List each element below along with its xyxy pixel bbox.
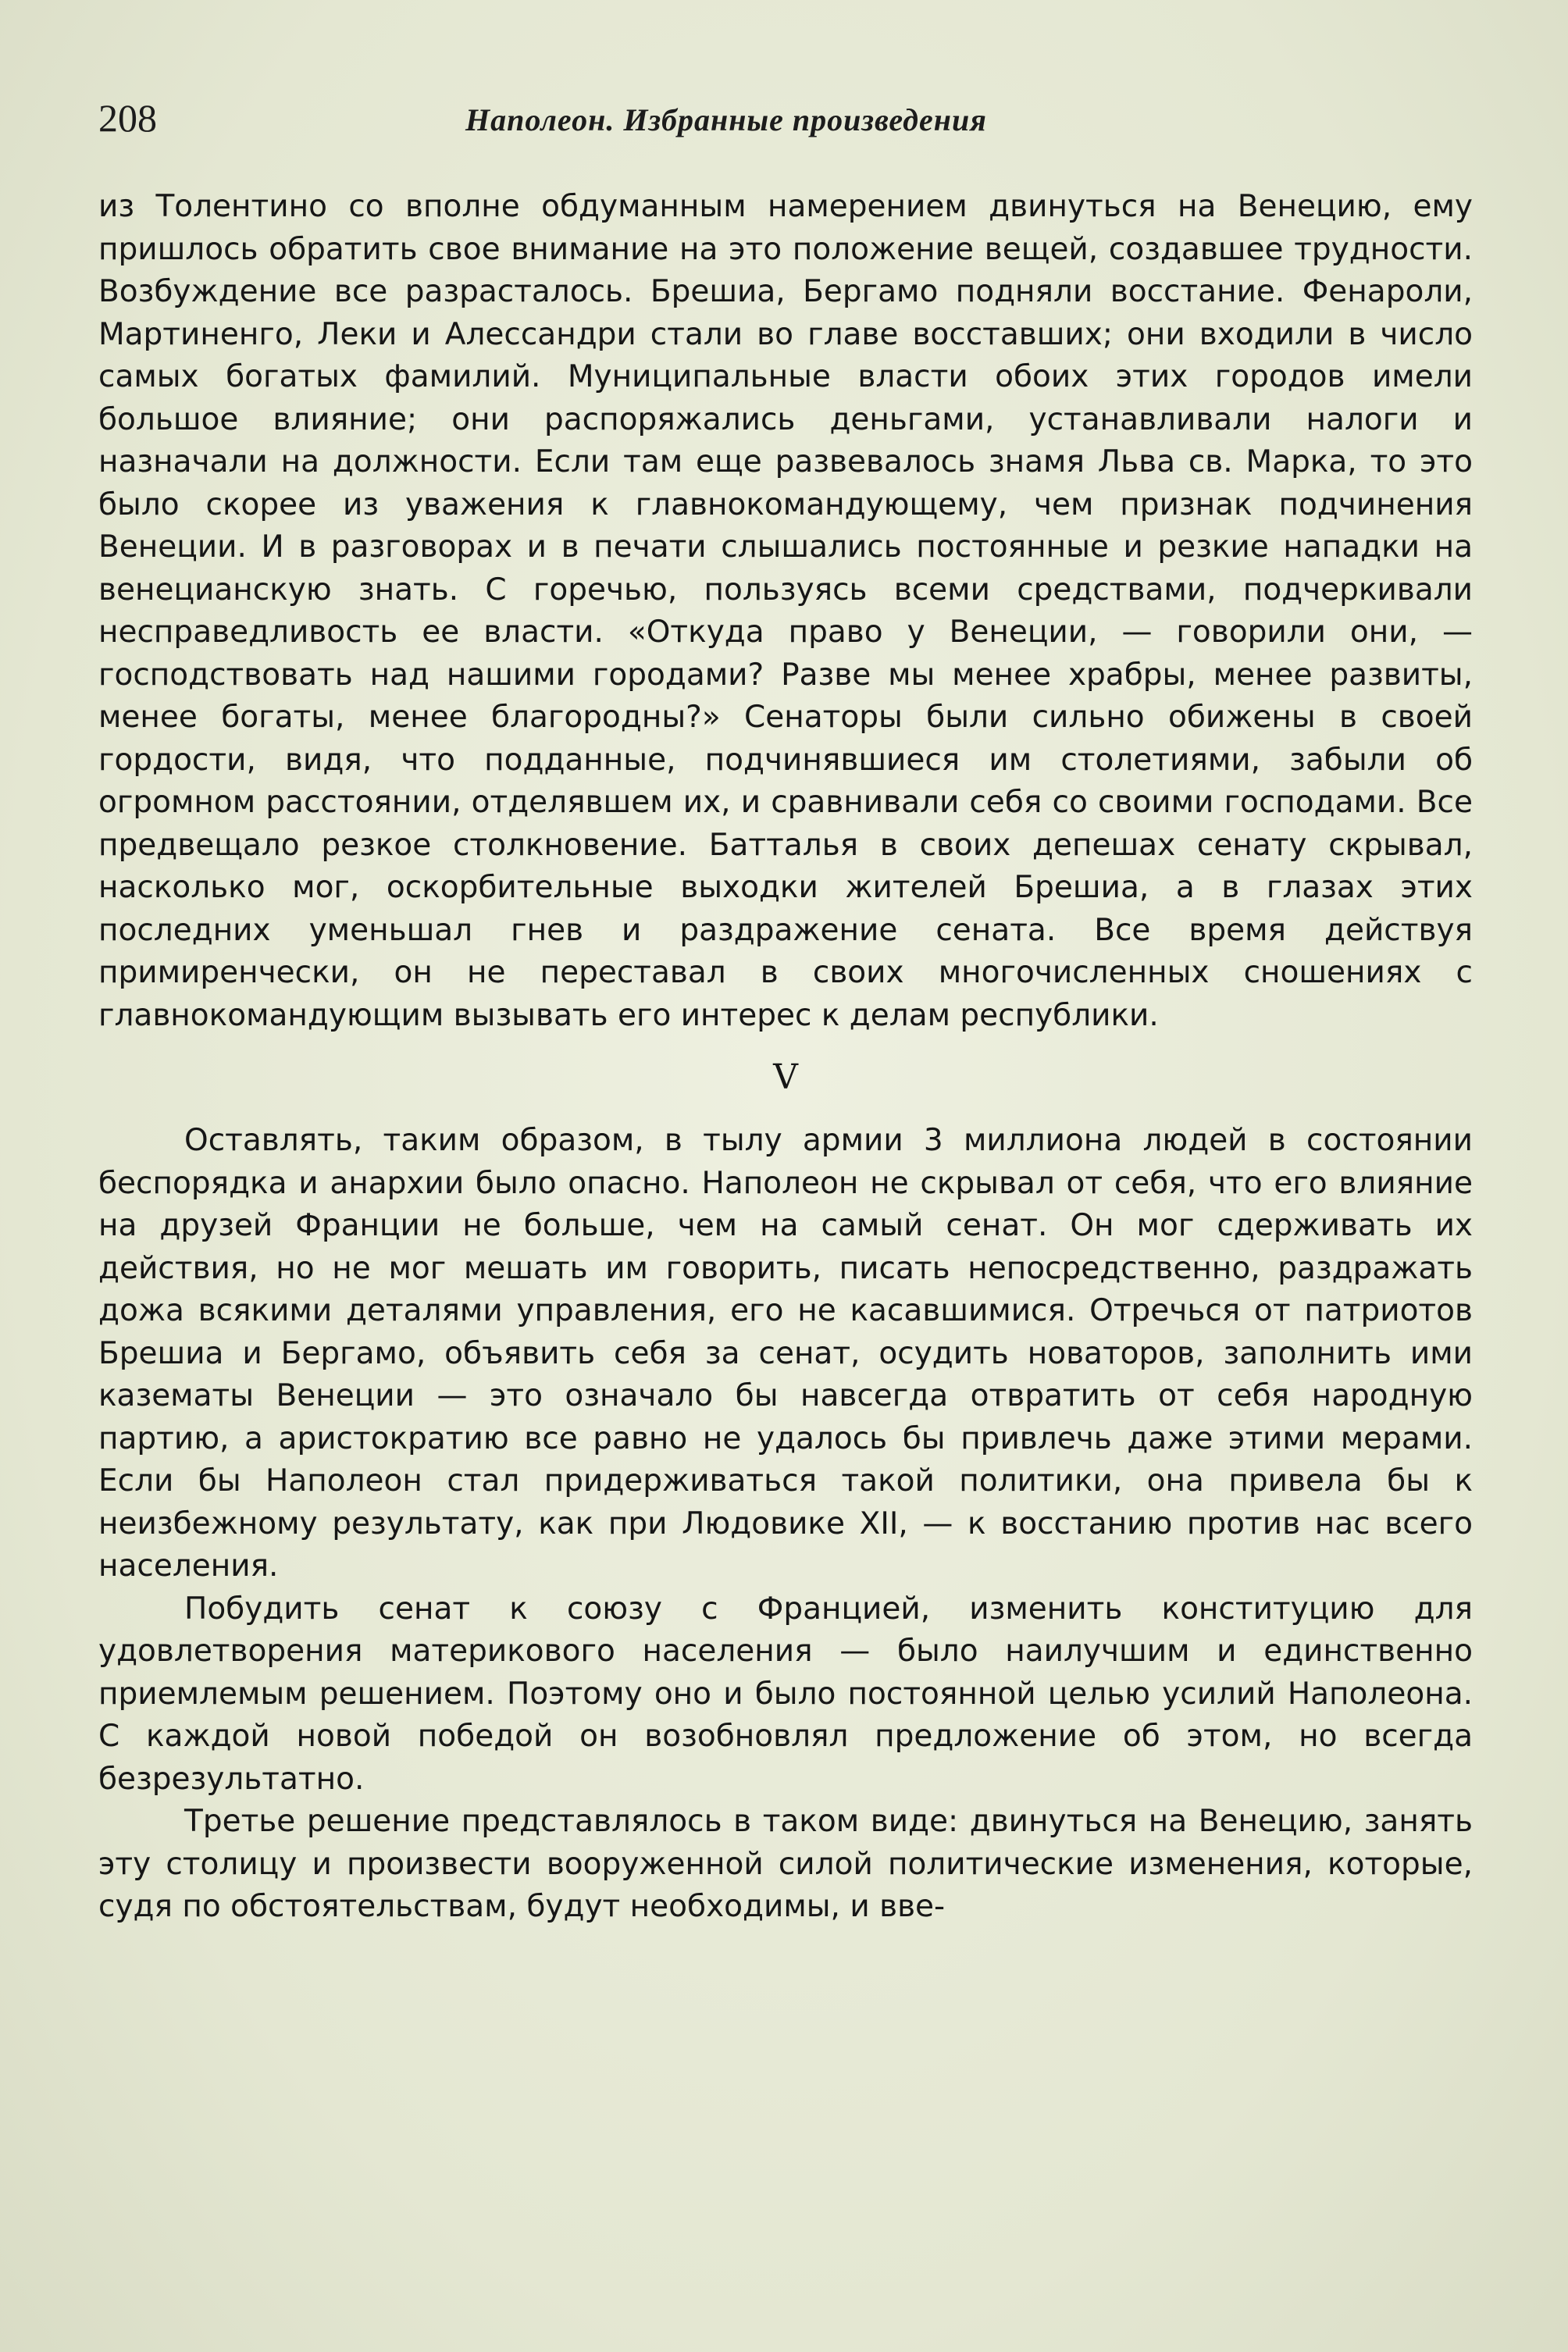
paragraph-continued: из Толентино со вполне обдуманным намерением двинуться на Венецию, ему пришлось обратить свое внимание на это положение вещей, создавшее трудности. Возбуждение все разрасталось. Брешиа, Бергамо подняли восстание. Фенароли, Мартиненго, Леки и Алессандри стали во главе восставших; они входили в число самых богатых фамилий. Муниципальные власти обоих этих городов имели большое влияние; они распоряжались деньгами, устанавливали налоги и назначали на должности. Если там еще развевалось знамя Льва св. Марка, то это было скорее из уважения к главнокомандующему, чем признак подчинения Венеции. И в разговорах и в печати слышались постоянные и резкие нападки на венецианскую знать. С горечью, пользуясь всеми средствами, подчеркивали несправедливость ее власти. «Откуда право у Венеции, — говорили они, — господствовать над нашими городами? Разве мы менее храбры, менее развиты, менее богаты, менее благородны?» Сенаторы были сильно обижены в своей гордости, видя, что подданные, подчинявшиеся им столетиями, забыли об огромном расстоянии, отделявшем их, и сравнивали себя со своими господами. Все предвещало резкое столкновение. Батталья в своих депешах сенату скрывал, насколько мог, оскорбительные выходки жителей Брешиа, а в глазах этих последних уменьшал гнев и раздражение сената. Все время действуя примиренчески, он не переставал в своих многочисленных сношениях с главнокомандующим вызывать его интерес к делам республики.	[98, 189, 1473, 1033]
page-number: 208	[98, 96, 157, 140]
running-head: Наполеон. Избранные произведения	[465, 102, 987, 137]
main-text	[98, 186, 1473, 1929]
paragraph: Третье решение представлялось в таком виде: двинуться на Венецию, занять эту столицу и произвести вооруженной силой политические изменения, которые, судя по обстоятельствам, будут необходимы, и вве-	[98, 1804, 1473, 1924]
page-header	[98, 95, 1473, 150]
paragraph: Побудить сенат к союзу с Францией, изменить конституцию для удовлетворения материкового населения — было наилучшим и единственно приемлемым решением. Поэтому оно и было постоянной целью усилий Наполеона. С каждой новой победой он возобновлял предложение об этом, но всегда безрезультатно.	[98, 1591, 1473, 1797]
paragraph: Оставлять, таким образом, в тылу армии 3 миллиона людей в состоянии беспорядка и анархии было опасно. Наполеон не скрывал от себя, что его влияние на друзей Франции не больше, чем на самый сенат. Он мог сдерживать их действия, но не мог мешать им говорить, писать непосредственно, раздражать дожа всякими деталями управления, его не касавшимися. Отречься от патриотов Брешиа и Бергамо, объявить себя за сенат, осудить новаторов, заполнить ими казематы Венеции — это означало бы навсегда отвратить от себя народную партию, а аристократию все равно не удалось бы привлечь даже этими мерами. Если бы Наполеон стал придерживаться такой политики, она привела бы к неизбежному результату, как при Людовике XII, — к восстанию против нас всего населения.	[98, 1123, 1473, 1584]
section-heading: V	[773, 1057, 798, 1097]
